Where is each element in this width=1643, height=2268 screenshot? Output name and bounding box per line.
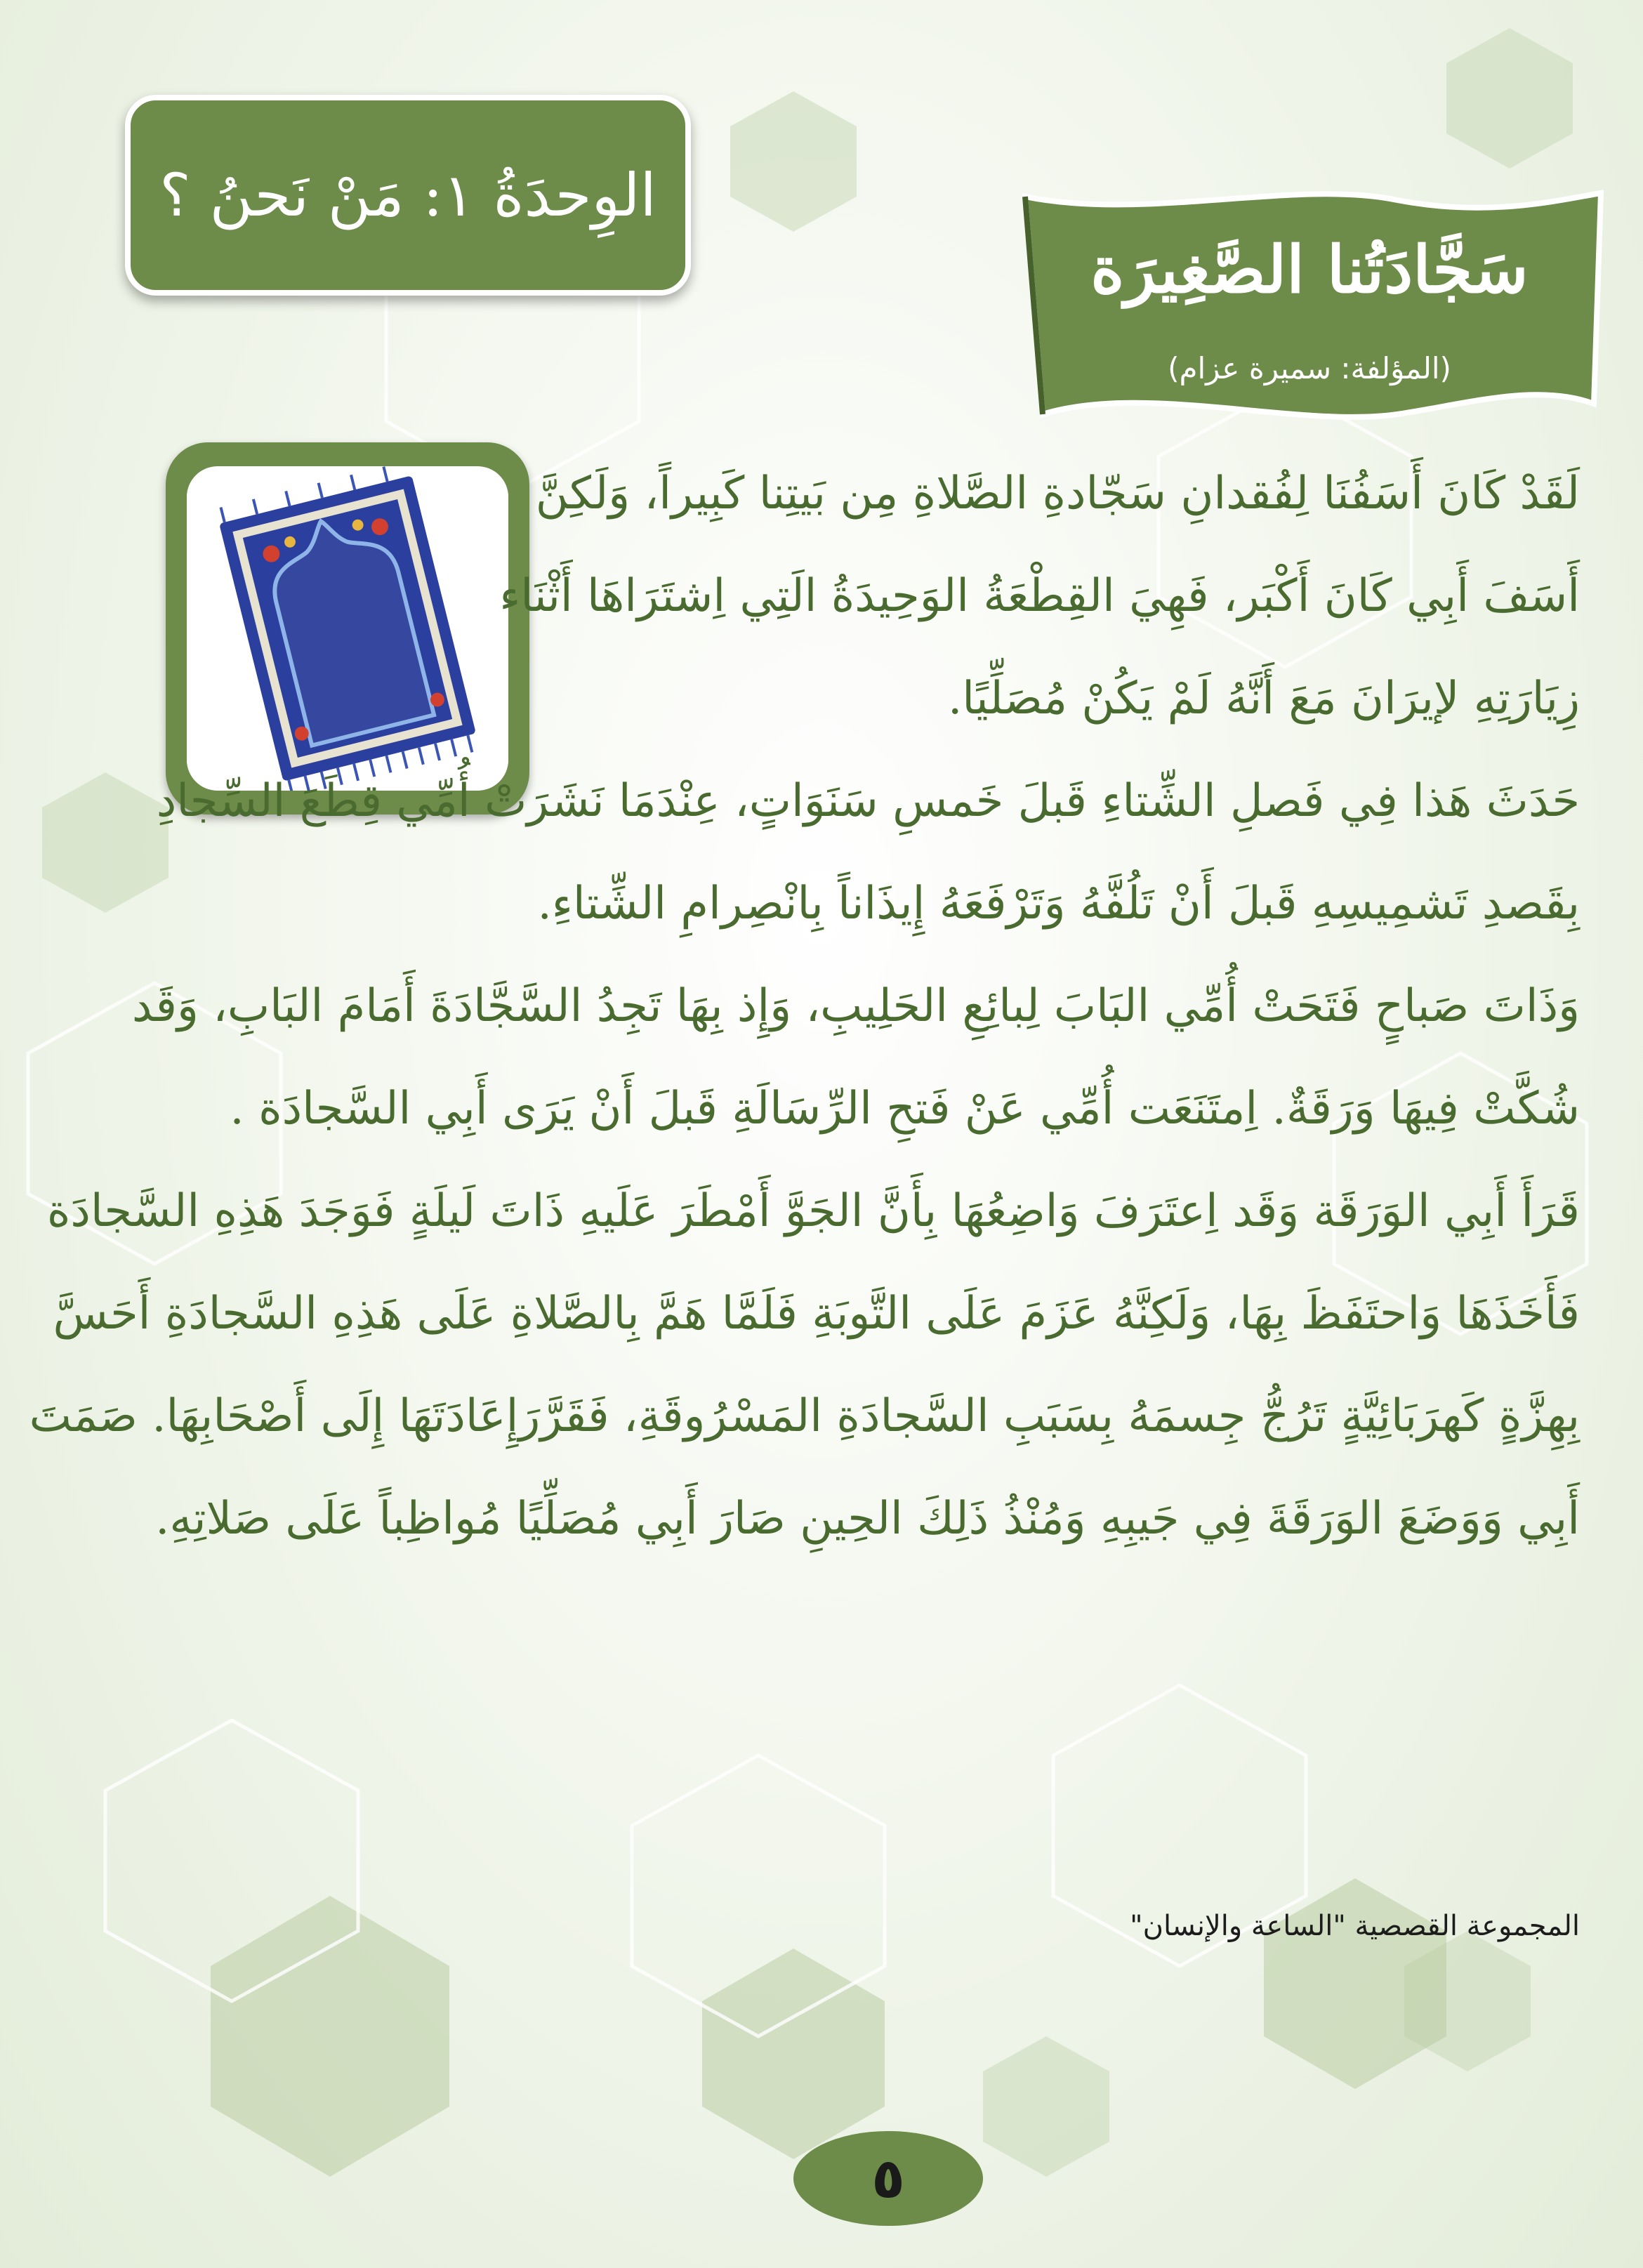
story-line-4: حَدَثَ هَذا فِي فَصلِ الشِّتاءِ قَبلَ خَمسِ سَنَوَاتٍ، عِنْدَمَا نَشَرَتْ أُمِّي قِطَعَ السِّجادِ [156,775,1580,827]
story-line-3: زِيَارَتِهِ لإيرَانَ مَعَ أَنَّهُ لَمْ يَكُنْ مُصَلِّيًا. [947,673,1580,725]
story-line-11: أَبِي وَوَضَعَ الوَرَقَةَ فِي جَيبِهِ وَمُنْذُ ذَلِكَ الحِينِ صَارَ أَبِي مُصَلِّيًا مُواظِباً عَلَى صَلاتِهِ. [155,1493,1580,1545]
story-line-7: شُكَّتْ فِيهَا وَرَقَةٌ. اِمتَنَعَت أُمِّي عَنْ فَتحِ الرِّسَالَةِ قَبلَ أَنْ يَرَى أَبِي السَّجادَة . [230,1083,1580,1135]
story-title: سَجَّادَتُنا الصَّغِيرَة [1090,232,1529,308]
story-line-1: لَقَدْ كَانَ أَسَفُنَا لِفُقدانِ سَجّادةِ الصَّلاةِ مِن بَيتِنا كَبِيراً، وَلَكِنَّ [535,468,1580,520]
story-line-6: وَذَاتَ صَباحٍ فَتَحَتْ أُمِّي البَابَ لِبائِعِ الحَلِيبِ، وَإِذ بِهَا تَجِدُ السَّجَّادَةَ أَمَامَ البَابِ، وَقَد [131,980,1580,1032]
page-number-badge [793,2131,983,2226]
unit-title: الوِحدَةُ ١: مَنْ نَحنُ ؟ [159,161,656,230]
story-line-10: بِهِزَّةٍ كَهرَبَائِيَّةٍ تَرُجُّ جِسمَهُ بِسَبَبِ السَّجادَةِ المَسْرُوقَةِ، فَقَرَّرَإِعَادَتَهَا إِلَى أَصْحَابِهَا. صَمَتَ [29,1390,1580,1442]
story-body [29,442,1580,1570]
story-line-2: أَسَفَ أَبِي كَانَ أَكْبَر، فَهِيَ القِطْعَةُ الوَحِيدَةُ الَتِي اِشتَرَاهَا أَثْنَاء [499,570,1580,622]
unit-header-box [125,95,691,296]
story-source: المجموعة القصصية "الساعة والإنسان" [1130,1910,1580,1942]
page-number: ٥ [871,2147,905,2210]
story-line-5: بِقَصدِ تَشمِيسِهِ قَبلَ أَنْ تَلُفَّهُ وَتَرْفَعَهُ إِيذَاناً بِانْصِرامِ الشِّتاءِ. [537,878,1580,930]
story-author: (المؤلفة: سميرة عزام) [1168,351,1451,385]
story-line-9: فَأَخَذَهَا وَاحتَفَظَ بِهَا، وَلَكِنَّهُ عَزَمَ عَلَى التَّوبَةِ فَلَمَّا هَمَّ بِالصَّلاةِ عَلَى هَذِهِ السَّجادَةِ أَحَسَّ [53,1288,1580,1340]
story-line-8: قَرَأَ أَبِي الوَرَقَة وَقَد اِعتَرَفَ وَاضِعُهَا بِأَنَّ الجَوَّ أَمْطَرَ عَلَيهِ ذَاتَ لَيلَةٍ فَوَجَدَ هَذِهِ السَّجادَة [46,1185,1580,1237]
